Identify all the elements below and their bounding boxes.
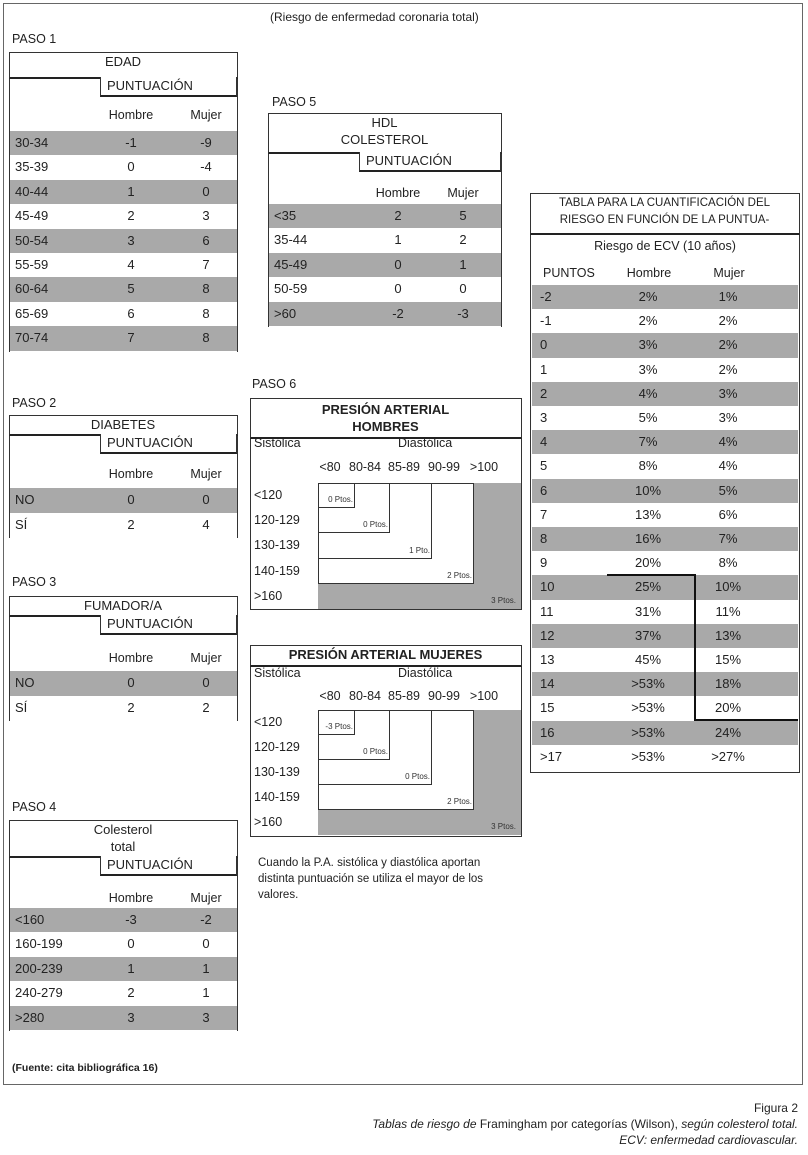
bp-mujeres-diastolic-col: 90-99 xyxy=(428,689,460,703)
risk-row-hombre: 2% xyxy=(638,289,658,304)
paso5-title-line: HDL xyxy=(371,114,398,130)
risk-row-points: 16 xyxy=(540,724,555,740)
risk-row-hombre: 45% xyxy=(634,652,662,667)
paso3-label: PASO 3 xyxy=(12,575,57,589)
bp-hombres-systolic-row: 120-129 xyxy=(254,513,300,528)
paso3-row-mujer: 0 xyxy=(202,675,210,690)
bp-mujeres-systolic-row: 120-129 xyxy=(254,740,300,754)
risk-row-points: 7 xyxy=(540,506,548,522)
figure-subtitle: (Riesgo de enfermedad coronaria total) xyxy=(270,10,479,24)
paso1-row-label: 35-39 xyxy=(15,159,49,175)
risk-row-hombre: 37% xyxy=(634,627,662,643)
paso4-row-label: 160-199 xyxy=(15,936,63,952)
paso4-row-hombre: 2 xyxy=(127,985,135,1001)
paso4-row-mujer: 3 xyxy=(202,1009,210,1025)
paso3-title-line: FUMADOR/A xyxy=(84,597,162,613)
paso4-row-mujer: 1 xyxy=(202,960,210,976)
caption-part: por categorías (Wilson), xyxy=(547,1117,682,1131)
risk-row-hombre: 3% xyxy=(638,361,658,377)
risk-row-points: 5 xyxy=(540,458,548,474)
bp-note-line: Cuando la P.A. sistólica y diastólica aportan xyxy=(258,857,481,869)
risk-row-mujer: 2% xyxy=(718,361,738,377)
risk-row-hombre: 13% xyxy=(634,506,662,522)
risk-row-hombre: 25% xyxy=(634,579,662,595)
paso4-row-mujer: 0 xyxy=(202,936,210,952)
paso1-row-hombre: 7 xyxy=(127,330,135,346)
paso1-row-mujer: 0 xyxy=(202,183,210,199)
risk-subtitle: Riesgo de ECV (10 años) xyxy=(594,239,736,253)
risk-row-mujer: 4% xyxy=(718,458,738,474)
bp-mujeres-points-label: 0 Ptos. xyxy=(363,747,388,756)
risk-row-hombre: 4% xyxy=(638,385,658,401)
paso3-row-label: NO xyxy=(15,675,35,690)
bp-hombres-diastolic-col: 85-89 xyxy=(388,460,420,474)
paso5-row-label: 50-59 xyxy=(274,281,308,297)
risk-row-hombre: 16% xyxy=(634,531,662,546)
paso5-col-hombre: Hombre xyxy=(375,186,421,200)
paso4-row-label: <160 xyxy=(15,912,45,927)
paso1-row-label: 60-64 xyxy=(15,281,49,297)
risk-row-hombre: 2% xyxy=(638,313,658,329)
paso1-row-label: 30-34 xyxy=(15,135,49,150)
paso2-label: PASO 2 xyxy=(12,396,57,410)
paso3-col-mujer: Mujer xyxy=(190,651,222,665)
paso5-row-mujer: 0 xyxy=(459,281,467,297)
paso1-row-hombre: 1 xyxy=(127,183,135,199)
paso1-row-hombre: 2 xyxy=(127,208,135,224)
risk-row-mujer: 6% xyxy=(718,506,738,522)
risk-row-points: 4 xyxy=(540,434,548,450)
risk-row-points: 14 xyxy=(540,676,555,692)
risk-row-mujer: 1% xyxy=(718,289,738,304)
risk-row-hombre: >53% xyxy=(631,724,665,740)
paso1-col-mujer: Mujer xyxy=(190,108,222,122)
paso2-row-label: SÍ xyxy=(15,516,28,532)
risk-row-hombre: 10% xyxy=(634,482,662,498)
paso4-row-mujer: 1 xyxy=(202,985,210,1001)
paso2-row-mujer: 4 xyxy=(202,516,210,532)
paso4-row-hombre: -3 xyxy=(125,912,137,927)
paso1-row-mujer: 8 xyxy=(202,305,210,321)
paso1-row-mujer: 8 xyxy=(202,330,210,346)
paso5-col-mujer: Mujer xyxy=(447,186,479,200)
paso3-row-hombre: 2 xyxy=(127,699,135,715)
risk-row-hombre: >53% xyxy=(631,700,665,716)
paso4-row-label: >280 xyxy=(15,1009,45,1025)
risk-row-mujer: 3% xyxy=(718,385,738,401)
bp-note-line: valores. xyxy=(258,889,299,901)
risk-row-mujer: 3% xyxy=(718,410,738,425)
paso1-title-line: EDAD xyxy=(104,53,142,69)
paso2-row-label: NO xyxy=(15,492,35,507)
bp-hombres-diastolic-label: Diastólica xyxy=(398,436,453,450)
paso4-row-label: 240-279 xyxy=(15,985,63,1001)
bp-mujeres-diastolic-col: 80-84 xyxy=(349,689,381,703)
risk-row-mujer: 13% xyxy=(714,627,742,643)
risk-row-mujer: 8% xyxy=(718,555,738,571)
bp-hombres-points-label: 0 Ptos. xyxy=(328,495,353,505)
bp-women-title: PRESIÓN ARTERIAL MUJERES xyxy=(250,645,522,667)
paso2-col-hombre: Hombre xyxy=(108,467,154,481)
paso4-col-hombre: Hombre xyxy=(108,891,154,905)
risk-row-mujer: 2% xyxy=(718,313,738,329)
bp-men-title-line1: PRESIÓN ARTERIAL xyxy=(321,401,450,417)
risk-col-hombre: Hombre xyxy=(626,266,672,280)
risk-row-mujer: 20% xyxy=(714,700,742,716)
paso3-row-label: SÍ xyxy=(15,699,28,715)
paso4-score-header: PUNTUACIÓN xyxy=(100,856,237,876)
paso4-row-mujer: -2 xyxy=(200,912,212,927)
caption-part: Tablas de riesgo de xyxy=(372,1117,480,1131)
bp-mujeres-systolic-label: Sistólica xyxy=(254,666,301,680)
risk-col-mujer: Mujer xyxy=(713,266,745,280)
paso3-row-mujer: 2 xyxy=(202,699,210,715)
paso3-col-hombre: Hombre xyxy=(108,651,154,665)
bp-mujeres-systolic-row: >160 xyxy=(254,815,283,829)
paso1-row-label: 40-44 xyxy=(15,183,49,199)
paso5-row-label: <35 xyxy=(274,208,297,223)
caption-part: según colesterol total. xyxy=(681,1117,798,1131)
paso1-row-label: 45-49 xyxy=(15,208,49,224)
paso5-row-hombre: 0 xyxy=(394,281,402,297)
paso1-row-hombre: 3 xyxy=(127,232,135,248)
risk-row-points: 2 xyxy=(540,385,548,401)
caption-part: Framingham xyxy=(479,1117,548,1131)
bp-mujeres-diastolic-label: Diastólica xyxy=(398,666,453,680)
risk-row-points: 8 xyxy=(540,531,548,546)
paso4-row-hombre: 0 xyxy=(127,936,135,952)
risk-title-line2: RIESGO EN FUNCIÓN DE LA PUNTUA- xyxy=(559,213,770,226)
risk-row-mujer: 2% xyxy=(718,337,738,353)
risk-row-points: 15 xyxy=(540,700,555,716)
paso5-row-mujer: -3 xyxy=(457,305,469,321)
risk-row-mujer: 7% xyxy=(718,531,738,546)
bp-mujeres-points-label: 2 Ptos. xyxy=(447,797,472,806)
paso2-row-hombre: 2 xyxy=(127,516,135,532)
risk-row-mujer: 15% xyxy=(714,652,742,667)
bp-hombres-points-label: 1 Pto. xyxy=(409,545,430,555)
paso2-row-hombre: 0 xyxy=(127,492,135,507)
paso5-score-header: PUNTUACIÓN xyxy=(359,152,501,172)
bp-hombres-systolic-row: <120 xyxy=(254,488,283,502)
risk-row-points: -2 xyxy=(540,289,552,304)
risk-row-hombre: 20% xyxy=(634,555,662,571)
bp-mujeres-diastolic-col: 85-89 xyxy=(388,689,420,703)
bp-hombres-points-label: 3 Ptos. xyxy=(491,596,516,605)
risk-row-points: 11 xyxy=(540,603,554,619)
paso1-row-mujer: 8 xyxy=(202,281,210,297)
paso5-row-hombre: -2 xyxy=(392,305,404,321)
paso1-row-hombre: 0 xyxy=(127,159,135,175)
paso5-row-label: 35-44 xyxy=(274,232,308,248)
paso1-row-hombre: -1 xyxy=(125,135,137,150)
bp-mujeres-diastolic-col: <80 xyxy=(319,689,341,703)
risk-row-points: 0 xyxy=(540,337,548,353)
risk-row-hombre: 31% xyxy=(634,603,662,619)
risk-row-mujer: 24% xyxy=(714,724,742,740)
paso1-row-mujer: -9 xyxy=(200,135,212,150)
paso5-row-hombre: 1 xyxy=(394,232,402,248)
paso5-row-label: >60 xyxy=(274,305,297,321)
risk-col-puntos: PUNTOS xyxy=(543,266,595,280)
risk-row-mujer: 5% xyxy=(718,482,738,498)
risk-row-points: 13 xyxy=(540,652,555,667)
paso4-label: PASO 4 xyxy=(12,800,57,814)
paso2-title-line: DIABETES xyxy=(90,416,156,432)
paso4-title-line: total xyxy=(110,838,136,854)
bp-hombres-diastolic-col: 90-99 xyxy=(428,460,460,474)
risk-row-hombre: 8% xyxy=(638,458,658,474)
bp-hombres-points-label: 2 Ptos. xyxy=(447,570,472,580)
paso1-row-hombre: 4 xyxy=(127,257,135,272)
paso1-row-mujer: 6 xyxy=(202,232,210,248)
paso4-row-hombre: 1 xyxy=(127,960,135,976)
bp-hombres-systolic-row: 140-159 xyxy=(254,563,300,578)
paso1-label: PASO 1 xyxy=(12,32,57,46)
risk-row-hombre: >53% xyxy=(631,676,665,692)
bp-mujeres-points-label: 0 Ptos. xyxy=(405,772,430,781)
risk-row-points: 1 xyxy=(540,361,548,377)
paso5-label: PASO 5 xyxy=(272,95,317,109)
risk-row-points: 6 xyxy=(540,482,548,498)
paso1-row-hombre: 6 xyxy=(127,305,135,321)
figure-caption-line1 xyxy=(372,1117,798,1131)
bp-hombres-systolic-label: Sistólica xyxy=(254,436,301,450)
paso5-row-label: 45-49 xyxy=(274,256,308,272)
figure-caption-line2: ECV: enfermedad cardiovascular. xyxy=(619,1133,798,1147)
bp-mujeres-systolic-row: 140-159 xyxy=(254,790,300,804)
risk-row-hombre: 3% xyxy=(638,337,658,353)
paso2-row-mujer: 0 xyxy=(202,492,210,507)
risk-title-line1: TABLA PARA LA CUANTIFICACIÓN DEL xyxy=(558,196,771,209)
paso3-score-header: PUNTUACIÓN xyxy=(100,615,237,635)
risk-row-hombre: 5% xyxy=(638,410,658,425)
paso5-row-mujer: 2 xyxy=(459,232,467,248)
paso1-row-label: 65-69 xyxy=(15,305,49,321)
paso2-score-header: PUNTUACIÓN xyxy=(100,434,237,454)
paso1-row-mujer: 7 xyxy=(202,257,210,272)
risk-row-points: >17 xyxy=(540,748,563,764)
paso5-row-mujer: 1 xyxy=(459,256,467,272)
risk-row-hombre: >53% xyxy=(631,748,665,764)
bp-hombres-diastolic-col: <80 xyxy=(319,460,341,474)
risk-row-points: 10 xyxy=(540,579,555,595)
bp-hombres-systolic-row: >160 xyxy=(254,588,283,603)
bp-mujeres-systolic-row: 130-139 xyxy=(254,765,300,779)
paso1-row-label: 55-59 xyxy=(15,257,49,272)
paso1-row-mujer: -4 xyxy=(200,159,212,175)
paso1-col-hombre: Hombre xyxy=(108,108,154,122)
bp-men-title-line2: HOMBRES xyxy=(352,418,419,434)
paso3-row-hombre: 0 xyxy=(127,675,135,690)
paso4-row-label: 200-239 xyxy=(15,960,63,976)
risk-row-points: 3 xyxy=(540,410,548,425)
bp-hombres-diastolic-col: >100 xyxy=(469,460,499,474)
paso4-title-line: Colesterol xyxy=(93,821,153,837)
paso6-label: PASO 6 xyxy=(252,377,297,391)
risk-row-mujer: 4% xyxy=(718,434,738,450)
risk-row-hombre: 7% xyxy=(638,434,658,450)
paso5-row-hombre: 2 xyxy=(394,208,402,223)
paso5-row-hombre: 0 xyxy=(394,256,402,272)
bp-mujeres-systolic-row: <120 xyxy=(254,715,283,729)
paso5-row-mujer: 5 xyxy=(459,208,467,223)
paso1-row-label: 70-74 xyxy=(15,330,49,346)
risk-row-mujer: 11% xyxy=(715,603,741,619)
paso1-row-label: 50-54 xyxy=(15,232,49,248)
paso4-col-mujer: Mujer xyxy=(190,891,222,905)
paso4-row-hombre: 3 xyxy=(127,1009,135,1025)
paso1-row-hombre: 5 xyxy=(127,281,135,297)
paso2-col-mujer: Mujer xyxy=(190,467,222,481)
paso5-title-line: COLESTEROL xyxy=(340,131,429,147)
risk-row-mujer: 18% xyxy=(714,676,742,692)
risk-row-mujer: >27% xyxy=(711,748,745,764)
bp-mujeres-diastolic-col: >100 xyxy=(469,689,499,703)
bp-hombres-diastolic-col: 80-84 xyxy=(349,460,381,474)
paso1-score-header: PUNTUACIÓN xyxy=(100,77,237,97)
source-note: (Fuente: cita bibliográfica 16) xyxy=(12,1062,158,1074)
bp-hombres-points-label: 0 Ptos. xyxy=(363,520,388,530)
risk-row-mujer: 10% xyxy=(714,579,742,595)
figure-number: Figura 2 xyxy=(753,1101,798,1115)
risk-row-points: 9 xyxy=(540,555,548,571)
risk-row-points: 12 xyxy=(540,627,555,643)
risk-row-points: -1 xyxy=(540,313,552,329)
bp-hombres-systolic-row: 130-139 xyxy=(254,538,300,553)
bp-mujeres-points-label: -3 Ptos. xyxy=(325,722,353,731)
paso1-row-mujer: 3 xyxy=(202,208,210,224)
bp-mujeres-points-label: 3 Ptos. xyxy=(491,822,516,831)
bp-note-line: distinta puntuación se utiliza el mayor de los xyxy=(258,873,484,885)
